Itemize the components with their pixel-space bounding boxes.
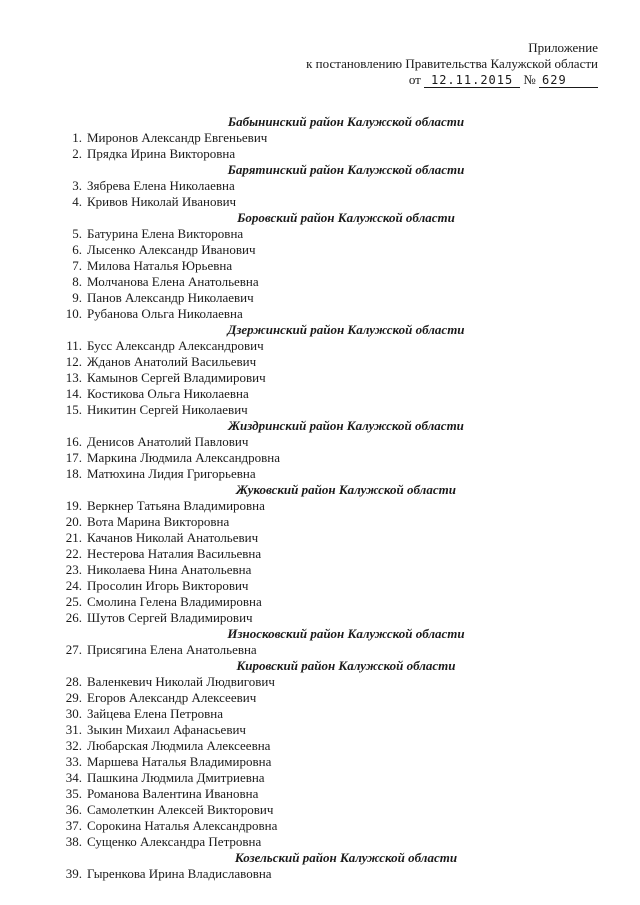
list-item [56,562,576,578]
list-item [56,242,576,258]
item-number: 39. [65,866,82,881]
person-name: Любарская Людмила Алексеевна [87,738,271,753]
person-name: Гыренкова Ирина Владиславовна [87,866,272,881]
item-number: 14. [65,386,82,401]
list-item [56,338,576,354]
person-name: Маркина Людмила Александровна [87,450,281,465]
person-name: Денисов Анатолий Павлович [87,434,249,449]
list-item [56,450,576,466]
list-item [56,578,576,594]
item-number: 19. [65,498,82,513]
item-number: 34. [65,770,82,785]
resolution-date: 12.11.2015 [424,74,520,88]
person-name: Молчанова Елена Анатольевна [87,274,259,289]
list-item [56,594,576,610]
list-item [56,434,576,450]
list-item [56,834,576,850]
item-number: 6. [72,242,82,257]
district-heading: Жуковский район Калужской области [236,482,456,497]
item-number: 9. [72,290,82,305]
person-name: Шутов Сергей Владимирович [87,610,253,625]
person-name: Романова Валентина Ивановна [87,786,259,801]
person-name: Лысенко Александр Иванович [87,242,256,257]
person-name: Нестерова Наталия Васильевна [87,546,262,561]
district-heading: Жиздринский район Калужской области [228,418,464,433]
district-list [56,114,576,882]
person-name: Камынов Сергей Владимирович [87,370,266,385]
list-item [56,674,576,690]
document-header [258,40,598,88]
person-name: Веркнер Татьяна Владимировна [87,498,265,513]
item-number: 32. [65,738,82,753]
item-number: 18. [65,466,82,481]
person-name: Бусс Александр Александрович [87,338,264,353]
item-number: 24. [65,578,82,593]
list-item [56,178,576,194]
item-number: 38. [65,834,82,849]
list-item [56,146,576,162]
item-number: 26. [65,610,82,625]
person-name: Присягина Елена Анатольевна [87,642,257,657]
person-name: Жданов Анатолий Васильевич [87,354,257,369]
district-heading: Бабынинский район Калужской области [227,114,465,129]
person-name: Миронов Александр Евгеньевич [87,130,268,145]
item-number: 8. [72,274,82,289]
list-item [56,738,576,754]
person-name: Егоров Александр Алексеевич [87,690,257,705]
person-name: Вота Марина Викторовна [87,514,230,529]
list-item [56,466,576,482]
person-name: Пашкина Людмила Дмитриевна [87,770,265,785]
list-item [56,546,576,562]
list-item [56,354,576,370]
list-item [56,498,576,514]
list-item [56,770,576,786]
person-name: Сорокина Наталья Александровна [87,818,278,833]
person-name: Прядка Ирина Викторовна [87,146,236,161]
list-item [56,402,576,418]
person-name: Панов Александр Николаевич [87,290,254,305]
item-number: 20. [65,514,82,529]
person-name: Милова Наталья Юрьевна [87,258,233,273]
list-item [56,514,576,530]
item-number: 33. [65,754,82,769]
list-item [56,610,576,626]
number-prefix: № [523,72,536,87]
person-name: Николаева Нина Анатольевна [87,562,252,577]
person-name: Смолина Гелена Владимировна [87,594,262,609]
person-name: Просолин Игорь Викторович [87,578,249,593]
list-item [56,706,576,722]
person-name: Самолеткин Алексей Викторович [87,802,274,817]
item-number: 4. [72,194,82,209]
list-item [56,754,576,770]
district-heading: Барятинский район Калужской области [227,162,465,177]
resolution-number: 629 [539,74,598,88]
item-number: 37. [65,818,82,833]
list-item [56,258,576,274]
list-item [56,690,576,706]
item-number: 31. [65,722,82,737]
list-item [56,530,576,546]
list-item [56,290,576,306]
list-item [56,226,576,242]
person-name: Маршева Наталья Владимировна [87,754,272,769]
list-item [56,802,576,818]
item-number: 28. [65,674,82,689]
person-name: Матюхина Лидия Григорьевна [87,466,256,481]
item-number: 10. [65,306,82,321]
date-number-line [258,72,598,88]
list-item [56,370,576,386]
list-item [56,786,576,802]
item-number: 23. [65,562,82,577]
list-item [56,642,576,658]
item-number: 16. [65,434,82,449]
list-item [56,274,576,290]
person-name: Качанов Николай Анатольевич [87,530,259,545]
item-number: 36. [65,802,82,817]
list-item [56,722,576,738]
person-name: Зябрева Елена Николаевна [87,178,235,193]
item-number: 11. [66,338,82,353]
person-name: Костикова Ольга Николаевна [87,386,249,401]
district-heading: Износковский район Калужской области [227,626,465,641]
item-number: 1. [72,130,82,145]
item-number: 2. [72,146,82,161]
item-number: 29. [65,690,82,705]
person-name: Зыкин Михаил Афанасьевич [87,722,246,737]
person-name: Кривов Николай Иванович [87,194,237,209]
district-heading: Дзержинский район Калужской области [227,322,465,337]
list-item [56,386,576,402]
list-item [56,130,576,146]
item-number: 12. [65,354,82,369]
appendix-title: Приложение [528,40,598,55]
item-number: 27. [65,642,82,657]
item-number: 15. [65,402,82,417]
list-item [56,306,576,322]
person-name: Сущенко Александра Петровна [87,834,262,849]
person-name: Рубанова Ольга Николаевна [87,306,243,321]
person-name: Батурина Елена Викторовна [87,226,244,241]
person-name: Зайцева Елена Петровна [87,706,223,721]
person-name: Валенкевич Николай Людвигович [87,674,275,689]
item-number: 30. [65,706,82,721]
date-prefix: от [408,72,421,87]
item-number: 7. [72,258,82,273]
item-number: 13. [65,370,82,385]
item-number: 21. [65,530,82,545]
district-heading: Козельский район Калужской области [234,850,458,865]
list-item [56,866,576,882]
resolution-reference: к постановлению Правительства Калужской области [306,56,598,71]
district-heading: Боровский район Калужской области [237,210,455,225]
item-number: 17. [65,450,82,465]
item-number: 35. [65,786,82,801]
item-number: 22. [65,546,82,561]
item-number: 3. [72,178,82,193]
item-number: 5. [72,226,82,241]
district-heading: Кировский район Калужской области [236,658,456,673]
person-name: Никитин Сергей Николаевич [87,402,248,417]
item-number: 25. [65,594,82,609]
list-item [56,194,576,210]
list-item [56,818,576,834]
